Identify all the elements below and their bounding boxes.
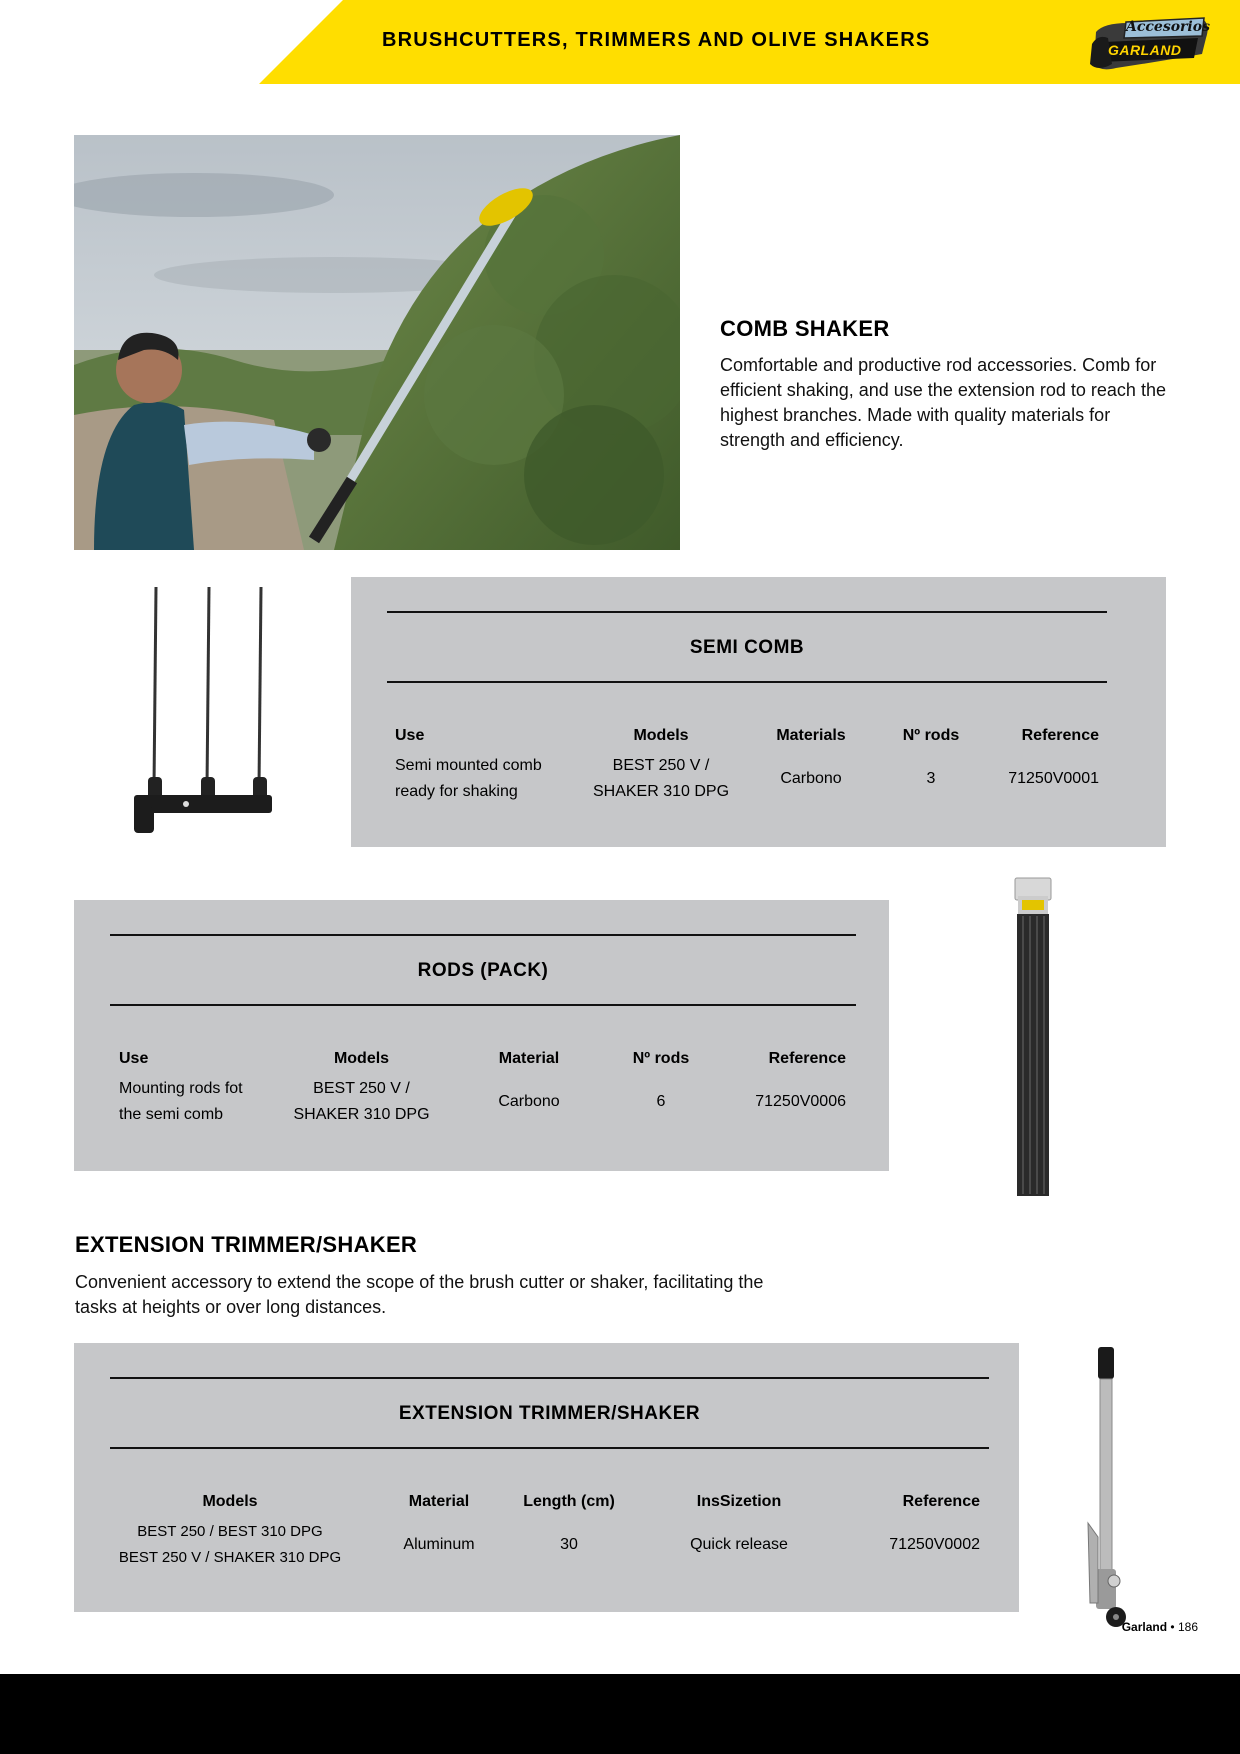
cell-reference: 71250V0006 bbox=[755, 1093, 846, 1110]
page-footer bbox=[1030, 1620, 1198, 1634]
cell-use-line1: Mounting rods fot bbox=[119, 1080, 243, 1097]
cell-material: Aluminum bbox=[403, 1536, 475, 1553]
extension-description: Convenient accessory to extend the scope of the brush cutter or shaker, facilitating the tasks at heights or over long distances. bbox=[75, 1272, 764, 1317]
footer-brand: Garland bbox=[1121, 1620, 1168, 1634]
header-use: Use bbox=[119, 1050, 149, 1067]
page-number: 186 bbox=[1177, 1620, 1198, 1634]
hero-photo bbox=[74, 135, 680, 550]
extension-image bbox=[1068, 1341, 1140, 1649]
header-reference: Reference bbox=[768, 1050, 846, 1067]
cell-models-line2: SHAKER 310 DPG bbox=[592, 783, 730, 800]
divider bbox=[110, 934, 856, 936]
cell-models-line2: BEST 250 V / SHAKER 310 DPG bbox=[118, 1549, 342, 1566]
header-models: Models bbox=[333, 1050, 390, 1067]
cell-material: Carbono bbox=[780, 770, 842, 787]
comb-shaker-title: COMB SHAKER bbox=[720, 316, 890, 341]
cell-reference: 71250V0001 bbox=[1008, 770, 1099, 787]
page-section-title: BRUSHCUTTERS, TRIMMERS AND OLIVE SHAKERS bbox=[382, 29, 931, 51]
cell-use-line2: ready for shaking bbox=[395, 783, 518, 800]
cell-use-line2: the semi comb bbox=[119, 1106, 224, 1123]
divider bbox=[110, 1377, 989, 1379]
semi-comb-image bbox=[124, 577, 282, 850]
header-materials: Materials bbox=[776, 727, 846, 744]
extension-table-title: EXTENSION TRIMMER/SHAKER bbox=[398, 1403, 701, 1424]
cell-material: Carbono bbox=[498, 1093, 560, 1110]
header-models: Models bbox=[633, 727, 689, 744]
header-reference: Reference bbox=[902, 1493, 980, 1510]
cell-length: 30 bbox=[560, 1536, 578, 1553]
cell-use-line1: Semi mounted comb bbox=[395, 757, 542, 774]
header-rods: Nº rods bbox=[632, 1050, 690, 1067]
header-material: Material bbox=[408, 1493, 470, 1510]
divider bbox=[387, 611, 1107, 613]
cell-models-line1: BEST 250 V / bbox=[612, 757, 710, 774]
garland-logo bbox=[1086, 14, 1212, 76]
header-use: Use bbox=[395, 727, 425, 744]
cell-models-line1: BEST 250 V / bbox=[313, 1080, 410, 1097]
header-material: Material bbox=[498, 1050, 560, 1067]
footer-bar bbox=[0, 1674, 1240, 1754]
semi-comb-panel bbox=[351, 577, 1166, 847]
cell-reference: 71250V0002 bbox=[889, 1536, 980, 1553]
cell-models-line1: BEST 250 / BEST 310 DPG bbox=[137, 1523, 323, 1540]
extension-title: EXTENSION TRIMMER/SHAKER bbox=[75, 1232, 418, 1257]
header-reference: Reference bbox=[1021, 727, 1099, 744]
rods-pack-image bbox=[1008, 876, 1058, 1202]
divider bbox=[110, 1004, 856, 1006]
header-rods: Nº rods bbox=[902, 727, 960, 744]
header-length: Length (cm) bbox=[523, 1493, 615, 1510]
cell-models-line2: SHAKER 310 DPG bbox=[293, 1106, 430, 1123]
rods-pack-table-title: RODS (PACK) bbox=[417, 960, 549, 981]
footer-separator: • bbox=[1170, 1620, 1175, 1634]
cell-rods: 3 bbox=[926, 770, 936, 787]
divider bbox=[387, 681, 1107, 683]
logo-text-top: Accesorios bbox=[1126, 19, 1210, 35]
cell-insertion: Quick release bbox=[690, 1536, 788, 1553]
header-insertion: InsSizetion bbox=[696, 1493, 782, 1510]
header-models: Models bbox=[202, 1493, 258, 1510]
rods-pack-panel bbox=[74, 900, 889, 1171]
logo-text: GARLAND bbox=[1108, 42, 1182, 58]
extension-panel bbox=[74, 1343, 1019, 1612]
comb-shaker-description: Comfortable and productive rod accessories. Comb for efficient shaking, and use the extension rod to reach the highest branches. Made with quality materials for strength and efficiency. bbox=[720, 355, 1166, 450]
divider bbox=[110, 1447, 989, 1449]
semi-comb-table-title: SEMI COMB bbox=[689, 637, 805, 658]
cell-rods: 6 bbox=[656, 1093, 666, 1110]
